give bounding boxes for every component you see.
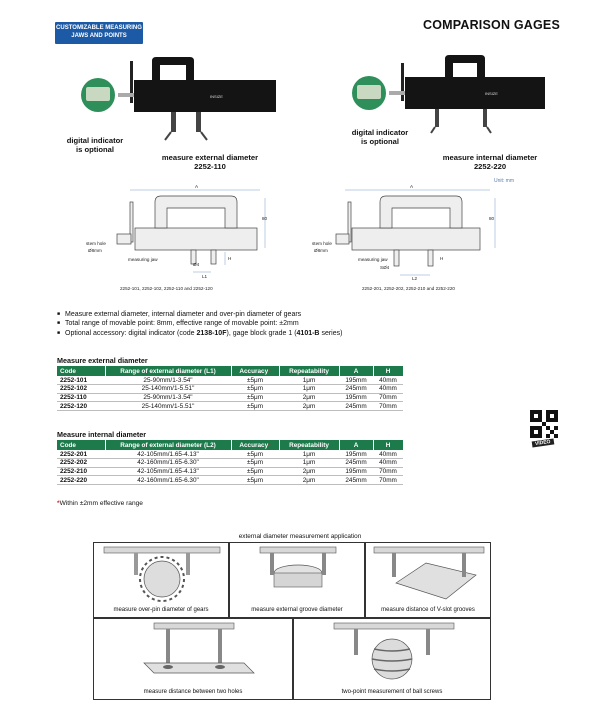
qr-code-icon[interactable] <box>530 410 558 438</box>
external-heading: Measure external diameter <box>57 356 148 365</box>
table-row: 2252-210 42-105mm/1.65-4.13" ±5μm 2μm 195mm 70mm <box>57 467 403 476</box>
application-caption: measure over-pin diameter of gears <box>113 607 209 613</box>
dim-a-left: A <box>195 184 199 189</box>
table-row: 2252-101 25-90mm/1-3.54" ±5μm 1μm 195mm 40mm <box>57 376 403 385</box>
unit-label: Unit: mm <box>494 178 514 184</box>
application-caption: measure distance between two holes <box>143 689 243 695</box>
dim-phi-left: Ø4 <box>193 262 200 267</box>
application-caption: measure distance of V-slot grooves <box>381 607 475 613</box>
svg-text:INSIZE: INSIZE <box>210 94 223 99</box>
col-accuracy: Accuracy* <box>231 440 279 450</box>
product-caption-external: measure external diameter 2252-110 <box>161 153 259 171</box>
application-title: external diameter measurement application <box>238 533 362 540</box>
application-caption: measure external groove diameter <box>251 607 343 613</box>
feature-item: ■ Measure external diameter, internal diameter and over-pin diameter of gears <box>57 310 342 319</box>
stem-dia-label-right: Ø8mm <box>314 248 328 253</box>
table-row: 2252-110 25-90mm/1-3.54" ±5μm 2μm 195mm 70mm <box>57 393 403 402</box>
col-repeatability: Repeatability <box>279 440 339 450</box>
table-row: 2252-102 25-140mm/1-5.51" ±5μm 1μm 245mm 40mm <box>57 385 403 394</box>
feature-list <box>57 310 342 338</box>
technical-drawing-internal <box>330 180 510 290</box>
table-row: 2252-202 42-160mm/1.65-6.30" ±5μm 1μm 245mm 40mm <box>57 459 403 468</box>
technical-drawing-external <box>85 180 280 290</box>
dim-a-right: A <box>410 184 414 189</box>
application-gears <box>93 542 229 618</box>
col-range: Range of external diameter (L1) <box>105 366 231 376</box>
dim-80-left: 80 <box>262 216 268 221</box>
application-vslot <box>365 542 491 618</box>
col-h: H <box>373 440 403 450</box>
col-h: H <box>373 366 403 376</box>
indicator-note-2: digital indicator is optional <box>351 128 409 146</box>
dim-l1-left: L1 <box>202 274 208 279</box>
dim-l2-right: L2 <box>412 276 418 281</box>
dim-80-right: 80 <box>489 216 495 221</box>
col-a: A <box>339 440 373 450</box>
feature-item: ■ Total range of movable point: 8mm, effective range of movable point: ±2mm <box>57 319 342 328</box>
table-row: 2252-220 42-160mm/1.65-6.30" ±5μm 2μm 245mm 70mm <box>57 476 403 485</box>
product-caption-internal: measure internal diameter 2252-220 <box>442 153 538 171</box>
groove-measurement-illustration <box>230 543 366 603</box>
drawing-models-left: 2252-101, 2252-102, 2252-110 and 2252-120 <box>120 286 213 291</box>
application-caption: two-point measurement of ball screws <box>341 689 443 695</box>
internal-spec-table <box>57 440 404 485</box>
table-row: 2252-201 42-105mm/1.65-4.13" ±5μm 1μm 195mm 40mm <box>57 450 403 459</box>
measuring-jaw-label-right: measuring jaw <box>358 257 388 262</box>
badge-line-2: JAWS AND POINTS <box>71 32 127 39</box>
feature-item: ■ Optional accessory: digital indicator (code 2138-10F), gage block grade 1 (4101-B series) <box>57 329 342 338</box>
vslot-measurement-illustration <box>366 543 492 603</box>
dim-h-left: H <box>228 256 232 261</box>
badge-line-1: CUSTOMIZABLE MEASURING <box>56 25 142 31</box>
video-label[interactable]: VIDEO <box>532 439 554 448</box>
application-groove <box>229 542 365 618</box>
holes-measurement-illustration <box>94 619 294 685</box>
gear-measurement-illustration <box>94 543 230 603</box>
col-a: A <box>339 366 373 376</box>
col-code: Code <box>57 366 105 376</box>
page-title: COMPARISON GAGES <box>422 18 560 32</box>
stem-hole-label-left: stem hole <box>86 241 106 246</box>
feature-badge <box>55 22 143 44</box>
drawing-models-right: 2252-201, 2252-202, 2252-210 and 2252-220 <box>362 286 455 291</box>
stem-dia-label-left: Ø8mm <box>88 248 102 253</box>
col-code: Code <box>57 440 105 450</box>
stem-hole-label-right: stem hole <box>312 241 332 246</box>
internal-heading: Measure internal diameter <box>57 430 147 439</box>
measuring-jaw-label-left: measuring jaw <box>128 257 158 262</box>
col-range: Range of external diameter (L2) <box>105 440 231 450</box>
external-spec-table <box>57 366 404 411</box>
application-holes <box>93 618 293 700</box>
col-accuracy: Accuracy* <box>231 366 279 376</box>
application-ballscrew <box>293 618 491 700</box>
dim-h-right: H <box>440 256 444 261</box>
ballscrew-measurement-illustration <box>294 619 492 685</box>
col-repeatability: Repeatability <box>279 366 339 376</box>
dim-phi-right: SØ4 <box>380 265 390 270</box>
accuracy-footnote: *Within ±2mm effective range <box>57 500 143 507</box>
table-row: 2252-120 25-140mm/1-5.51" ±5μm 2μm 245mm 70mm <box>57 402 403 411</box>
svg-text:INSIZE: INSIZE <box>485 91 498 96</box>
indicator-note-1: digital indicator is optional <box>66 136 124 154</box>
